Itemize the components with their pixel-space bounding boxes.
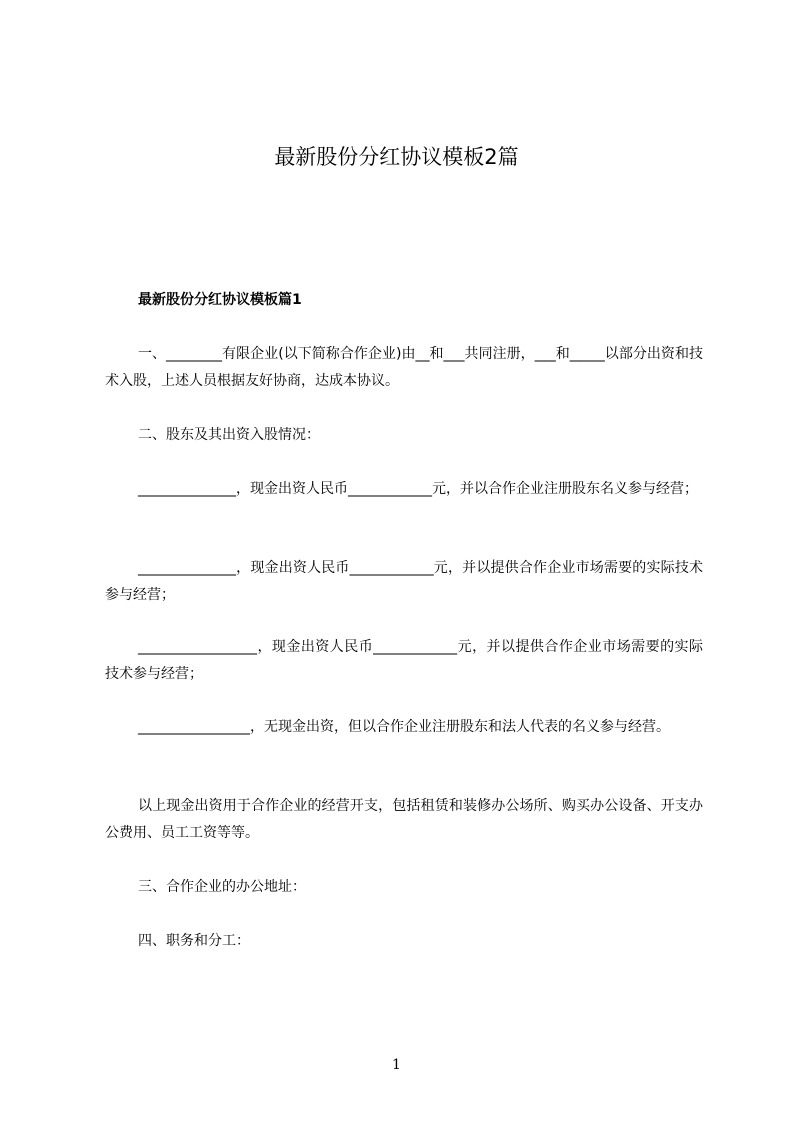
paragraph-capital-usage: 以上现金出资用于合作企业的经营开支，包括租赁和装修办公场所、购买办公设备、开支办公费用、员工工资等等。 <box>105 798 703 841</box>
paragraph-shareholder-3: _________________，现金出资人民币____________元，并以提供合作企业市场需要的实际技术参与经营； <box>105 639 703 682</box>
paragraph-shareholder-4: ________________，无现金出资，但以合作企业注册股东和法人代表的名义参与经营。 <box>138 719 670 735</box>
document-title: 最新股份分红协议模板2篇 <box>274 145 519 169</box>
paragraph-company-intro: 一、________有限企业(以下简称合作企业)由__和___共同注册，___和_____以部分出资和技术入股，上述人员根据友好协商，达成本协议。 <box>105 346 703 389</box>
section-heading: 最新股份分红协议模板篇1 <box>138 292 302 308</box>
paragraph-office-address: 三、合作企业的办公地址： <box>138 879 306 895</box>
paragraph-shareholder-2: ______________，现金出资人民币____________元，并以提供合作企业市场需要的实际技术参与经营； <box>105 560 703 603</box>
paragraph-shareholders-heading: 二、股东及其出资入股情况： <box>138 427 320 443</box>
paragraph-duties: 四、职务和分工： <box>138 933 250 949</box>
page-number: 1 <box>392 1057 401 1073</box>
paragraph-shareholder-1: ______________，现金出资人民币____________元，并以合作企业注册股东名义参与经营； <box>138 481 698 497</box>
